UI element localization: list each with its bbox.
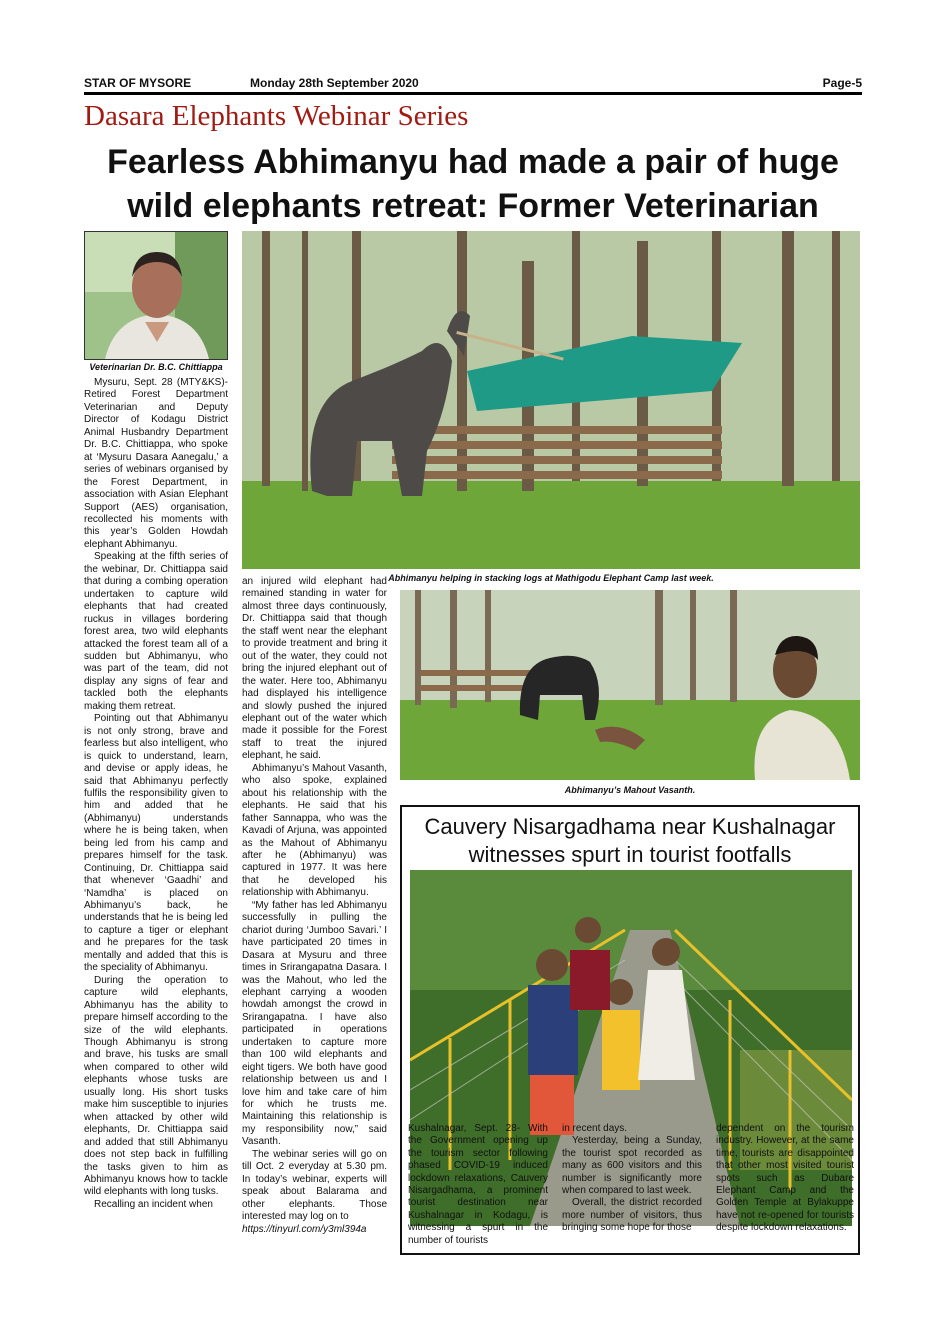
box-paragraph: Kushalnagar, Sept. 28- With the Government opening up the tourism sector following phased COVID-19 induced lockdown relaxations, Cauvery Nisargadhama, a prominent tourist destination near Kushalnagar in Kodagu, is witnessing a spurt in the number of tourists: [408, 1123, 548, 1246]
portrait-photo: [84, 231, 228, 360]
box-paragraph: Yesterday, being a Sunday, the tourist spot recorded as many as 600 visitors and this number is significantly more when compared to last week.: [562, 1135, 702, 1197]
article-paragraph: Mysuru, Sept. 28 (MTY&KS)- Retired Forest Department Veterinarian and Deputy Director of Kodagu District Animal Husbandry Department Dr. B.C. Chittiappa, who spoke at ‘Mysuru Dasara Aanegalu,’ a series of webinars organised by the Forest Department, in association with Asian Elephant Support (AES) organisation, recollected his moments with this year’s Golden Howdah elephant Abhimanyu.: [84, 377, 228, 550]
article-paragraph: The webinar series will go on till Oct. 2 everyday at 5.30 pm. In today’s webinar, experts will speak about Balarama and other elephants. Those interested may log on to: [242, 1148, 387, 1223]
photo1-caption: Abhimanyu helping in stacking logs at Mathigodu Elephant Camp last week.: [388, 573, 714, 583]
article-paragraph: an injured wild elephant had remained standing in water for almost three days continuously, Dr. Chittiappa said that though the staff went near the elephant to provide treatment and bring it out of the water, they could not bring the injured elephant out of the water. Here too, Abhimanyu had displayed his intelligence and slowly pushed the injured elephant out of the water which made it possible for the Forest staff to treat the injured elephant, he said.: [242, 576, 387, 762]
headline: [84, 140, 862, 228]
box-paragraph: in recent days.: [562, 1123, 628, 1134]
masthead-rule: [84, 92, 862, 95]
photo2-caption: Abhimanyu’s Mahout Vasanth.: [564, 785, 696, 795]
article-column-1: [84, 377, 228, 1211]
headline-line-2: wild elephants retreat: Former Veterinarian: [127, 187, 819, 225]
issue-date: Monday 28th September 2020: [250, 76, 419, 90]
elephant-stacking-logs-photo: [242, 231, 860, 569]
mahout-vasanth-photo: [400, 590, 860, 780]
article-paragraph: During the operation to capture wild elephants, Abhimanyu has the ability to prepare himself according to the size of the wild elephants. Though Abhimanyu is strong and brave, his tusks are small when compared to other wild elephants whose tusks are usually long. His short tusks make him susceptible to injuries when attacked by other wild elephants, Dr. Chittiappa said and added that still Abhimanyu does not step back in fulfilling the tasks given to him as Abhimanyu knows how to tackle wild elephants with long tusks.: [84, 974, 228, 1198]
box-headline-line-2: witnesses spurt in tourist footfalls: [468, 842, 792, 867]
box-column-2: [562, 1123, 702, 1235]
box-headline: [402, 813, 858, 869]
box-column-3: [716, 1123, 854, 1235]
article-paragraph: Recalling an incident when: [94, 1198, 213, 1210]
webinar-link[interactable]: https://tinyurl.com/y3ml394a: [242, 1223, 367, 1235]
cauvery-nisargadhama-story: [400, 805, 860, 1255]
article-paragraph: Abhimanyu’s Mahout Vasanth, who also spoke, explained about his relationship with the elephants. He said that his father Sannappa, who was the Kavadi of Arjuna, was appointed as the Mahout of Abhimanyu after he (Abhimanyu) was captured in 1977. It was here that he developed his relationship with Abhimanyu.: [242, 762, 387, 899]
article-paragraph: Speaking at the fifth series of the webinar, Dr. Chittiappa said that during a combing operation undertaken to capture wild elephants that had created ruckus in villages bordering forest area, two wild elephants attacked the forest team all of a sudden but Abhimanyu, who was part of the team, did not display any signs of fear and tackled both the elephants making them retreat.: [84, 551, 228, 712]
box-headline-line-1: Cauvery Nisargadhama near Kushalnagar: [424, 814, 836, 839]
series-title: Dasara Elephants Webinar Series: [84, 100, 469, 132]
article-paragraph: “My father has led Abhimanyu successfully in pulling the chariot during ‘Jumboo Savari.’ I have participated 20 times in Dasara at Mysuru and three times in Srirangapatna Dasara. I was the Mahout, who led the elephant carrying a wooden howdah amongst the crowd in Srirangapatna. I have also participated in operations undertaken to capture more than 100 wild elephants and eight tigers. We both have good relationship between us and I love him and take care of him for which he trusts me. Maintaining this relationship is my responsibility now,” said Vasanth.: [242, 899, 387, 1148]
article-column-2: [242, 576, 387, 1236]
portrait-caption: Veterinarian Dr. B.C. Chittiappa: [89, 362, 223, 372]
box-paragraph: dependent on the tourism industry. However, at the same time, tourists are disappointed that other most visited tourist spots such as Dubare Elephant Camp and the Golden Temple at Bylakuppe have not re-opened for tourists despite lockdown relaxations.: [716, 1123, 854, 1234]
article-paragraph: Pointing out that Abhimanyu is not only strong, brave and fearless but also intelligent, who is quick to understand, learn, and devise or apply ideas, he said that Abhimanyu perfectly fulfils the responsibility given to him and added that he (Abhimanyu) understands where he is being taken, when being led from his camp and prepares himself for the task. Continuing, Dr. Chittiappa said that whenever ‘Gaadhi’ and ‘Namdha’ is placed on Abhimanyu’s back, he understands that he is being led to capture a tiger or elephant and he prepares for the task mentally and added that this is the speciality of Abhimanyu.: [84, 713, 228, 974]
headline-line-1: Fearless Abhimanyu had made a pair of huge: [107, 143, 839, 181]
box-paragraph: Overall, the district recorded more number of visitors, thus bringing some hope for those: [562, 1197, 702, 1234]
page-number: Page-5: [822, 76, 862, 90]
paper-name: STAR OF MYSORE: [84, 76, 192, 90]
box-column-1: [408, 1123, 548, 1247]
